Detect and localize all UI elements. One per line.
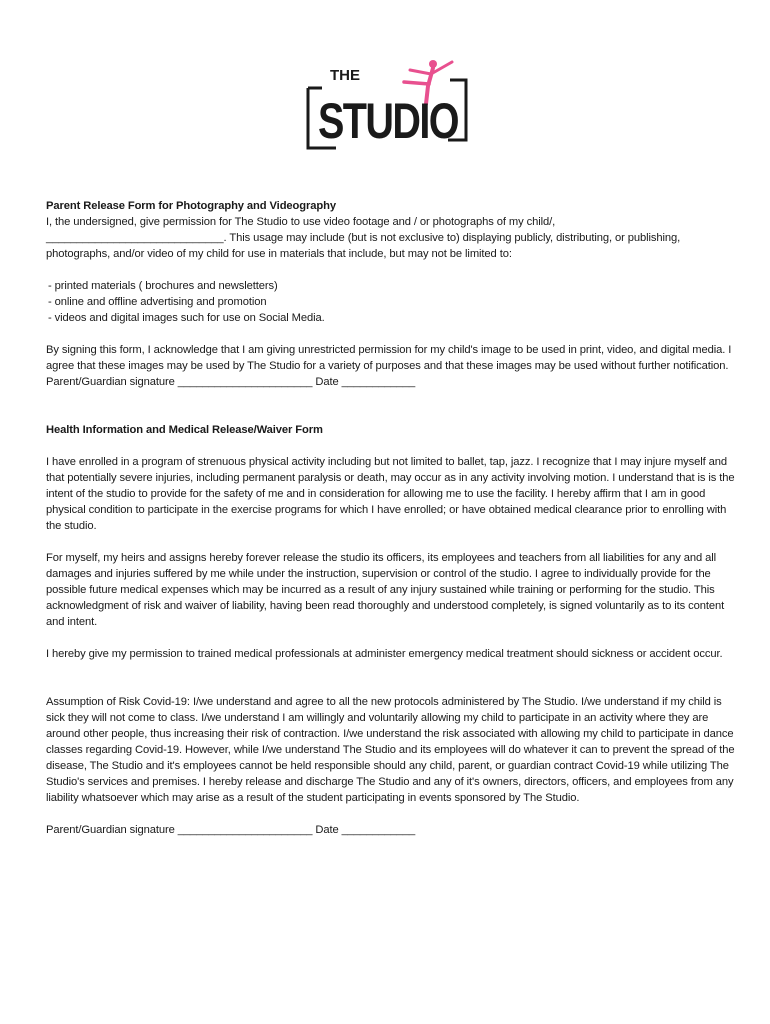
form-content [46, 198, 736, 838]
release-intro: I, the undersigned, give permission for The Studio to use video footage and / or photographs of my child/, [46, 216, 556, 228]
health-paragraph-2: For myself, my heirs and assigns hereby forever release the studio its officers, its employees and teachers from all liabilities for any and all damages and injuries suffered by me while under the instruction, supervision or control of the studio. I agree to individually provide for the possible future medical expenses which may be incurred as a result of any injury sustained while training or performing for the studio. This acknowledgment of risk and waiver of liability, having been read thoroughly and understood completely, is signed voluntarily as to its content and intent. [46, 552, 725, 628]
release-signature-line[interactable]: Parent/Guardian signature ______________________ Date ____________ [46, 376, 416, 388]
list-item: - printed materials ( brochures and newsletters) [48, 278, 736, 294]
health-heading: Health Information and Medical Release/Waiver Form [46, 424, 323, 436]
covid-paragraph: Assumption of Risk Covid-19: I/we understand and agree to all the new protocols administered by The Studio. I/we understand if my child is sick they will not come to class. I/we understand I am willingly and voluntarily allowing my child to participate in an activity where they are around other people, thus increasing their risk of contraction. I/we understand the risk associated with allowing my child to participate in dance classes regarding Covid-19. However, while I/we understand The Studio and its employees will do whatever it can to prevent the spread of the disease, The Studio and it's employees cannot be held responsible should any child, parent, or guardian contract Covid-19 while utilizing The Studio's services and premises. I hereby release and discharge The Studio and any of it's owners, directors, officers, and employees from any liability whatsoever which may arise as a result of the student participating in events sponsored by The Studio. [46, 696, 735, 804]
list-item: - videos and digital images such for use on Social Media. [48, 310, 736, 326]
release-heading: Parent Release Form for Photography and Videography [46, 200, 336, 212]
logo-the: THE [330, 67, 360, 84]
health-signature-line[interactable]: Parent/Guardian signature ______________________ Date ____________ [46, 824, 416, 836]
release-intro-line2: _____________________________. This usage may include (but is not exclusive to) displaying publicly, distributing, or publishing, photographs, and/or video of my child for use in materials that include, but may not be limited to: [46, 232, 681, 260]
release-consent: By signing this form, I acknowledge that I am giving unrestricted permission for my child's image to be used in print, video, and digital media. I agree that these images may be used by The Studio for a variety of purposes and that these images may be used without further notification. [46, 344, 732, 372]
logo-studio: STUDIO [318, 93, 459, 149]
health-paragraph-3: I hereby give my permission to trained medical professionals at administer emergency medical treatment should sickness or accident occur. [46, 648, 723, 660]
media-usage-list [46, 278, 736, 326]
list-item: - online and offline advertising and promotion [48, 294, 736, 310]
health-paragraph-1: I have enrolled in a program of strenuous physical activity including but not limited to ballet, tap, jazz. I recognize that I may injure myself and that potentially severe injuries, including permanent paralysis or death, may occur as in any activity involving motion. I understand that is is the intent of the studio to provide for the safety of me and in consideration for allowing me to use the facility. I hereby affirm that I am in good physical condition to participate in the exercise programs for which I have enrolled; or have obtained medical clearance prior to enrolling with the studio. [46, 456, 735, 532]
the-studio-logo [300, 52, 475, 152]
